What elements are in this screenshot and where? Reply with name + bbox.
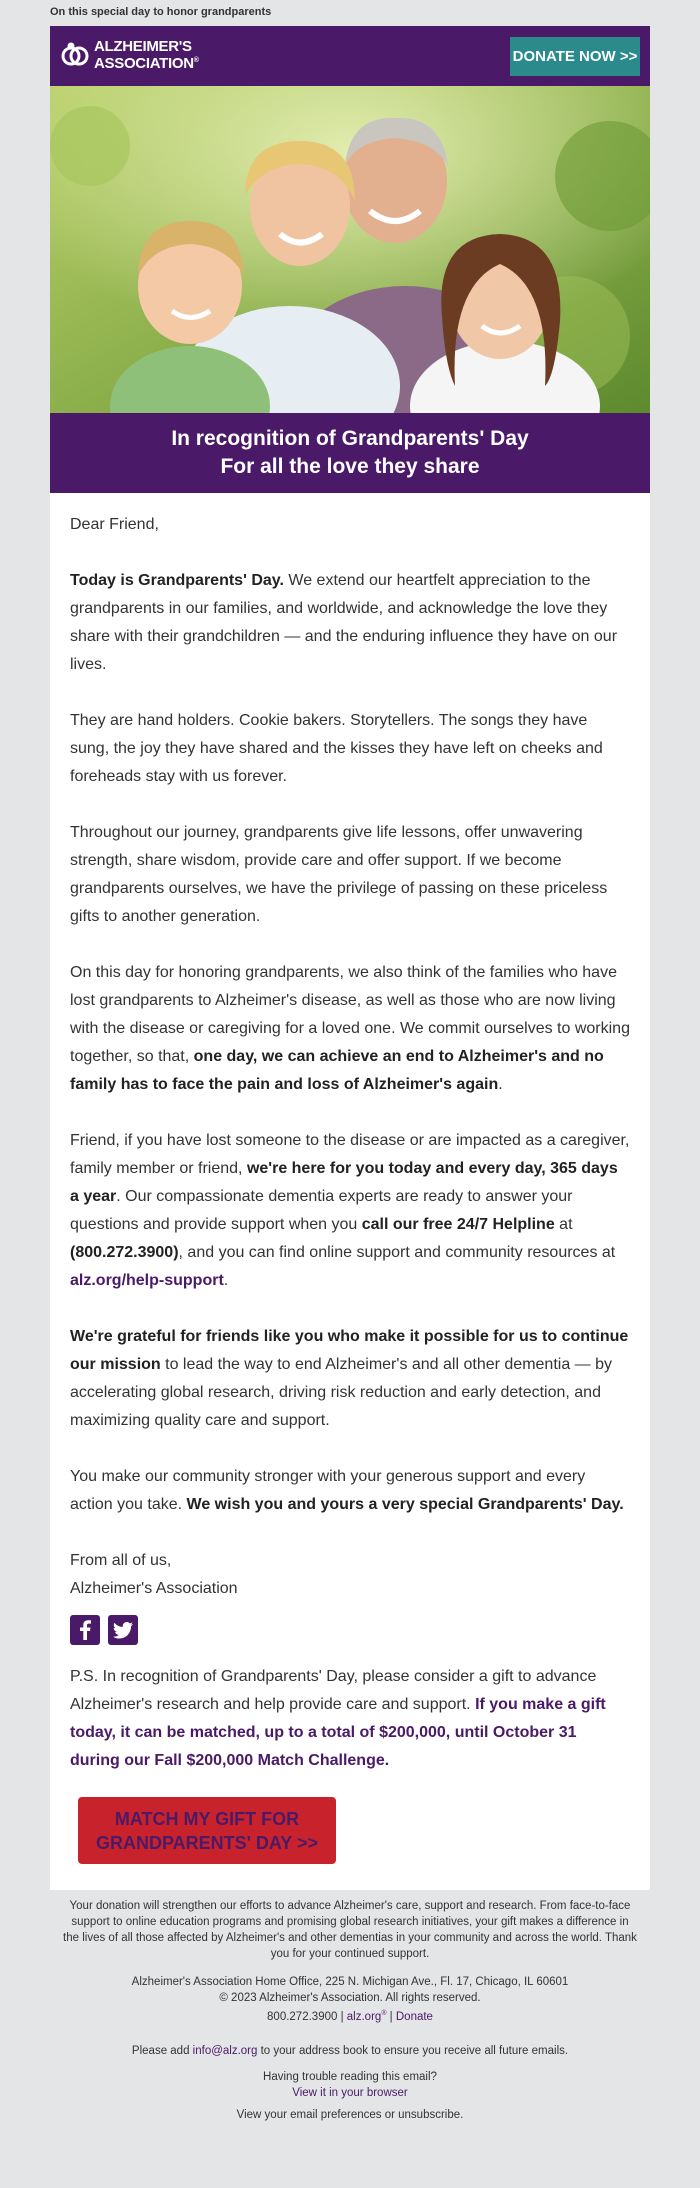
paragraph-1	[70, 567, 630, 679]
alz-logo-icon	[60, 41, 90, 71]
p5-text-resources: , and you can find online support and community resources at	[178, 1244, 616, 1261]
help-support-link[interactable]: alz.org/help-support	[70, 1272, 224, 1289]
letter-body	[50, 493, 650, 1890]
paragraph-3: Throughout our journey, grandparents give life lessons, offer unwavering strength, share wisdom, provide care and offer support. If we become grandparents ourselves, we have the privilege of passing on these priceless gifts to another generation.	[70, 824, 608, 925]
p5-text-start: Friend, if you have lost someone to the disease or are impacted as a caregiver, family member or friend,	[70, 1132, 630, 1177]
footer-donate-link[interactable]: Donate	[395, 2010, 433, 2023]
paragraph-6	[70, 1323, 630, 1435]
footer-blurb: Your donation will strengthen our efforts to advance Alzheimer's care, support and research. From face-to-face support to online education programs and promising global research initiatives, your gift makes a difference in the lives of all those affected by Alzheimer's and other dementias in your community and across the world. Thank you for your continued support.	[63, 1900, 637, 1960]
p4-text: On this day for honoring grandparents, we also think of the families who have lost grandparents to Alzheimer's disease, as well as those who are now living with the disease or caregiving for a loved one. We commit ourselves to working together, so that,	[70, 964, 630, 1065]
p5-text-mid: . Our compassionate dementia experts are ready to answer your questions and provide support when you	[70, 1188, 573, 1233]
paragraph-7	[70, 1463, 630, 1519]
footer-site-text: alz.org	[346, 2010, 382, 2023]
donate-now-button[interactable]: DONATE NOW >>	[510, 37, 640, 76]
logo-line1: ALZHEIMER'S	[94, 38, 192, 55]
logo-wordmark	[94, 40, 199, 71]
footer-address: Alzheimer's Association Home Office, 225 N. Michigan Ave., Fl. 17, Chicago, IL 60601	[131, 1976, 569, 1988]
email-footer	[50, 1890, 650, 2123]
p1-bold: Today is Grandparents' Day.	[70, 572, 284, 589]
footer-sep-1: |	[337, 2010, 347, 2023]
p1-text: We extend our heartfelt appreciation to the grandparents in our families, and worldwide, and acknowledge the love they share with their grandchildren — and the enduring influence they have on our lives.	[70, 572, 618, 673]
banner-line1: In recognition of Grandparents' Day	[171, 427, 529, 450]
p7-text: You make our community stronger with your generous support and every action you take.	[70, 1468, 586, 1513]
recognition-banner	[50, 413, 650, 493]
logo-registered-mark: ®	[193, 57, 199, 64]
paragraph-4	[70, 959, 630, 1099]
facebook-icon[interactable]	[70, 1615, 100, 1645]
footer-phone: 800.272.3900	[267, 2010, 338, 2023]
p4-end: .	[498, 1076, 503, 1093]
signoff-line2: Alzheimer's Association	[70, 1580, 238, 1597]
p5-text-at: at	[554, 1216, 573, 1233]
p5-bold-365: we're here for you today and every day, 365 days a year	[70, 1160, 618, 1205]
twitter-icon[interactable]	[108, 1615, 138, 1645]
p7-bold: We wish you and yours a very special Grandparents' Day.	[186, 1496, 624, 1513]
p4-bold: one day, we can achieve an end to Alzheimer's and no family has to face the pain and loss of Alzheimer's again	[70, 1048, 604, 1093]
match-my-gift-button[interactable]	[78, 1797, 336, 1864]
greeting: Dear Friend,	[70, 516, 159, 533]
p5-bold-helpline: call our free 24/7 Helpline	[361, 1216, 555, 1233]
add-text-end: to your address book to ensure you receive all future emails.	[257, 2044, 569, 2057]
cta-line1: MATCH MY GIFT FOR	[114, 1808, 300, 1829]
alz-logo[interactable]	[60, 40, 199, 71]
add-text-start: Please add	[131, 2044, 193, 2057]
email-container	[50, 26, 650, 2135]
footer-sep-2: |	[386, 2010, 396, 2023]
view-in-browser-link[interactable]: View it in your browser	[292, 2086, 408, 2099]
signoff	[70, 1547, 630, 1603]
footer-alz-link[interactable]	[347, 2011, 387, 2023]
trouble-text: Having trouble reading this email?	[263, 2070, 437, 2083]
match-challenge-link[interactable]: If you make a gift today, it can be matched, up to a total of $200,000, until October 31 during our Fall $200,000 Match Challenge.	[70, 1696, 606, 1769]
footer-preferences[interactable]: View your email preferences or unsubscribe.	[236, 2108, 464, 2121]
hero-family-photo	[50, 86, 650, 413]
ps-text: P.S. In recognition of Grandparents' Day, please consider a gift to advance Alzheimer's research and help provide care and support.	[70, 1668, 597, 1713]
p6-bold: We're grateful for friends like you who make it possible for us to continue our mission	[70, 1328, 629, 1373]
footer-site-mark: ®	[381, 2010, 387, 2017]
footer-trouble	[50, 2069, 650, 2101]
p6-text: to lead the way to end Alzheimer's and all other dementia — by accelerating global research, driving risk reduction and early detection, and maximizing quality care and support.	[70, 1356, 612, 1429]
cta-line2: GRANDPARENTS' DAY >>	[95, 1832, 318, 1853]
footer-contact	[50, 1974, 650, 2025]
paragraph-2: They are hand holders. Cookie bakers. Storytellers. The songs they have sung, the joy they have shared and the kisses they have left on cheeks and foreheads stay with us forever.	[70, 712, 603, 785]
p5-end: .	[223, 1272, 229, 1289]
helpline-phone: (800.272.3900)	[70, 1244, 179, 1261]
footer-address-book	[50, 2043, 650, 2059]
email-header	[50, 26, 650, 86]
banner-line2: For all the love they share	[220, 455, 480, 478]
signoff-line1: From all of us,	[70, 1552, 172, 1569]
social-links	[70, 1615, 630, 1645]
family-photo-illustration	[50, 86, 650, 413]
postscript	[70, 1663, 630, 1775]
footer-copyright: © 2023 Alzheimer's Association. All rights reserved.	[219, 1992, 481, 2004]
info-email-link[interactable]: info@alz.org	[192, 2044, 258, 2057]
logo-line2: ASSOCIATION	[94, 55, 194, 72]
preheader-text: On this special day to honor grandparents	[50, 6, 272, 18]
paragraph-5	[70, 1127, 630, 1295]
